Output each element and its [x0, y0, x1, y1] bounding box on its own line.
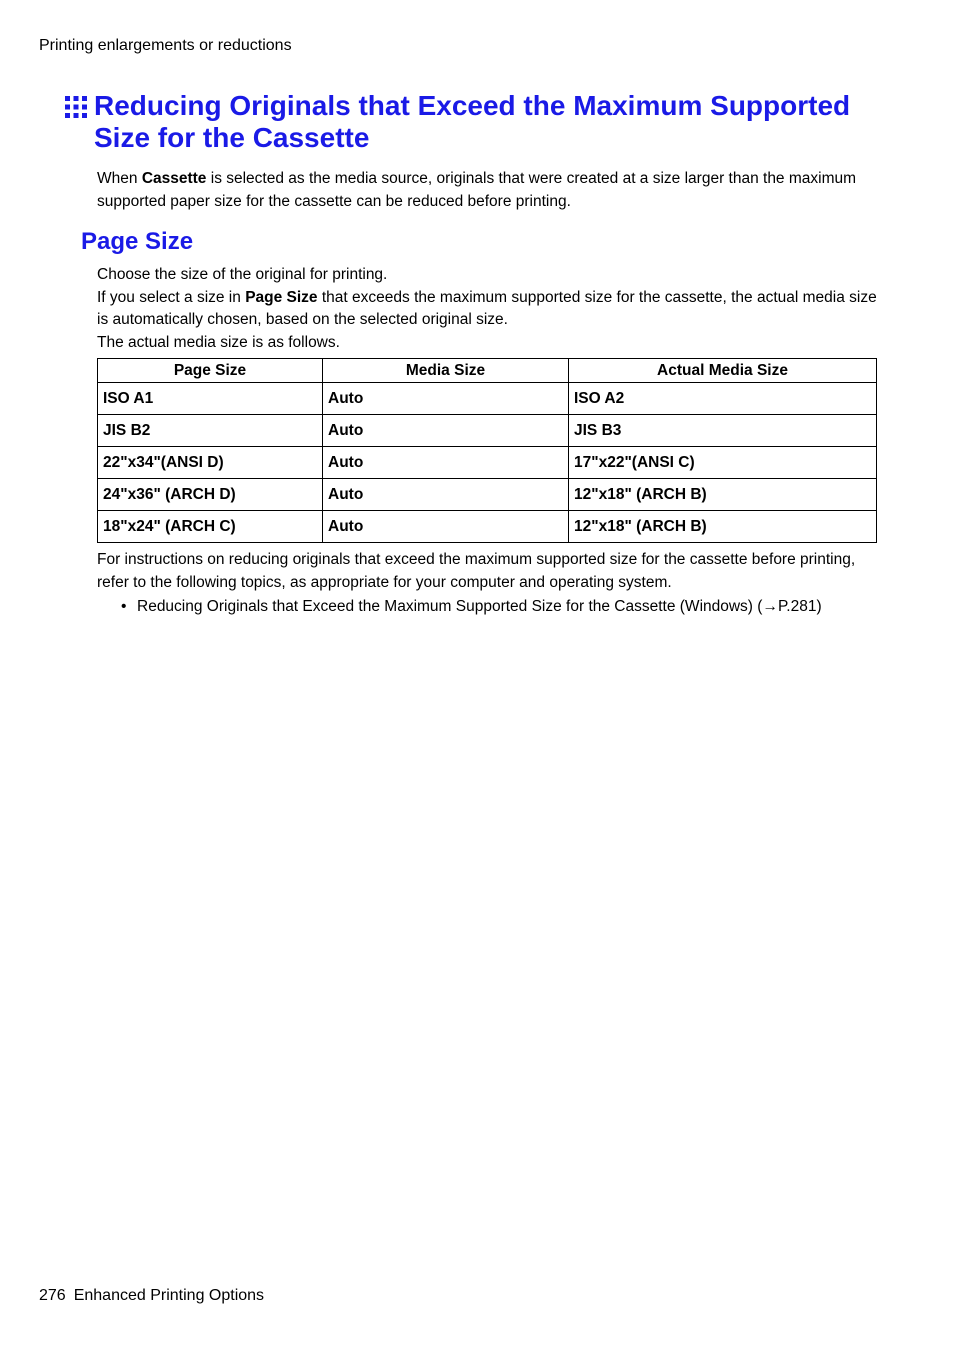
- table-cell: JIS B2: [98, 415, 323, 447]
- table-cell: JIS B3: [569, 415, 877, 447]
- table-header-row: [98, 359, 877, 383]
- page-title: Reducing Originals that Exceed the Maximum Supported Size for the Cassette: [94, 90, 851, 153]
- page-reference[interactable]: (→P.281): [757, 598, 822, 616]
- table-row: [98, 511, 877, 543]
- table-row: [98, 447, 877, 479]
- table-cell: 12"x18" (ARCH B): [569, 511, 877, 543]
- footer-section: Enhanced Printing Options: [73, 1287, 265, 1304]
- intro-paragraph: [97, 168, 887, 213]
- list-item[interactable]: [121, 596, 887, 619]
- intro-text-end: is selected as the media source, originals that were created at a size larger than the maximum supported paper size for the cassette can be reduced before printing.: [97, 170, 857, 210]
- table-cell: Auto: [323, 511, 569, 543]
- section-line-2-end: that exceeds the maximum supported size for the cassette, the actual media size is automatically chosen, based on the selected original size.: [97, 288, 877, 329]
- table-cell: 24"x36" (ARCH D): [98, 479, 323, 511]
- section-line-2-start: If you select a size in: [97, 288, 246, 306]
- table-cell: Auto: [323, 415, 569, 447]
- table-row: [98, 479, 877, 511]
- page-number: 276: [39, 1287, 66, 1304]
- table-cell: ISO A1: [98, 383, 323, 415]
- section-line-3: The actual media size is as follows.: [97, 334, 340, 352]
- page-footer: [39, 1287, 264, 1305]
- topic-heading: [64, 90, 894, 154]
- table-cell: 17"x22"(ANSI C): [569, 447, 877, 479]
- running-header: Printing enlargements or reductions: [39, 37, 292, 54]
- section-line-1: Choose the size of the original for printing.: [97, 266, 388, 283]
- section-body: [97, 264, 887, 355]
- section-title: Page Size: [81, 228, 194, 255]
- table-cell: 18"x24" (ARCH C): [98, 511, 323, 543]
- section-bold-term: Page Size: [245, 288, 318, 306]
- instructions-paragraph: [97, 549, 887, 619]
- table-row: [98, 415, 877, 447]
- intro-bold-term: Cassette: [141, 170, 207, 187]
- related-topic-link[interactable]: Reducing Originals that Exceed the Maximum Supported Size for the Cassette (Windows): [137, 598, 753, 616]
- intro-text-start: When: [97, 170, 142, 187]
- table-cell: ISO A2: [569, 383, 877, 415]
- table-header-cell: Media Size: [323, 359, 569, 383]
- table-cell: 22"x34"(ANSI D): [98, 447, 323, 479]
- table-cell: Auto: [323, 447, 569, 479]
- table-cell: 12"x18" (ARCH B): [569, 479, 877, 511]
- instructions-text: For instructions on reducing originals that exceed the maximum supported size for the cassette before printing, refer to the following topics, as appropriate for your computer and operating system.: [97, 551, 856, 591]
- table-header-cell: Page Size: [98, 359, 323, 383]
- table-header-cell: Actual Media Size: [569, 359, 877, 383]
- section-line-2: [97, 287, 887, 332]
- grid-icon: [64, 95, 88, 119]
- media-size-table: [97, 358, 877, 543]
- related-topics-list: [97, 596, 887, 619]
- table-cell: Auto: [323, 479, 569, 511]
- table-cell: Auto: [323, 383, 569, 415]
- table-row: [98, 383, 877, 415]
